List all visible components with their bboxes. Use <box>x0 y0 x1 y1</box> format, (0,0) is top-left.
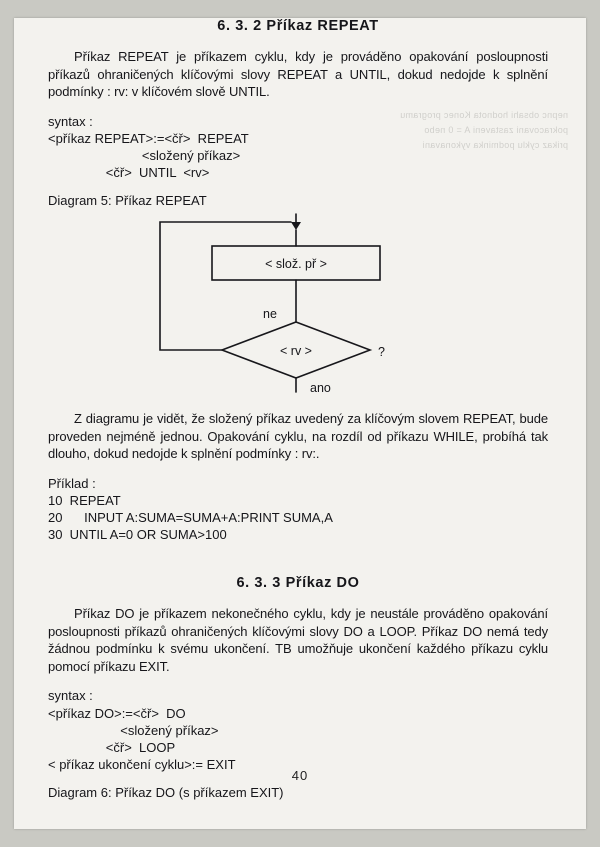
page-number: 40 <box>291 768 309 783</box>
page-content <box>48 18 548 800</box>
syntax-repeat-line-1: <příkaz REPEAT>:=<čř> REPEAT <box>48 131 249 146</box>
syntax-repeat-line-3: <čř> UNTIL <rv> <box>48 165 210 180</box>
example-line-20: 20 INPUT A:SUMA=SUMA+A:PRINT SUMA,A <box>48 510 333 525</box>
syntax-do-line-4: < příkaz ukončení cyklu>:= EXIT <box>48 756 236 772</box>
document-page <box>14 18 586 829</box>
heading-repeat: 6. 3. 2 Příkaz REPEAT <box>217 18 379 34</box>
example-line-30: 30 UNTIL A=0 OR SUMA>100 <box>48 527 227 542</box>
bleed-through-text: nepnc obsahi hodnota Konec programu pokracovani zastaveni A = 0 nebo prikaz cyklu podminka vykonavani <box>399 110 568 150</box>
decision-label: < rv > <box>280 344 312 358</box>
caption-diagram-6: Diagram 6: Příkaz DO (s příkazem EXIT) <box>48 784 284 800</box>
entry-arrowhead <box>291 222 301 230</box>
label-syntax-do: syntax : <box>48 688 93 703</box>
process-label: < slož. př > <box>265 257 327 271</box>
syntax-repeat-line-2: <složený příkaz> <box>48 148 241 163</box>
syntax-do-line-2: <složený příkaz> <box>48 722 219 738</box>
caption-diagram-5: Diagram 5: Příkaz REPEAT <box>48 193 207 208</box>
example-line-10: 10 REPEAT <box>48 493 121 508</box>
edge-label-false: ne <box>263 307 277 321</box>
diagram-5-repeat <box>48 210 548 396</box>
label-example-repeat: Příklad : <box>48 475 96 491</box>
decision-question-mark: ? <box>378 345 385 359</box>
paragraph-repeat-intro: Příkaz REPEAT je příkazem cyklu, kdy je prováděno opakování posloupnosti příkazů ohraničených klíčovými slovy REPEAT a UNTIL, dokud nedojde k splnění podmínky : rv: v klíčovém slově UNTIL. <box>48 49 548 99</box>
diagram-5-svg <box>48 210 548 396</box>
heading-do: 6. 3. 3 Příkaz DO <box>236 575 360 591</box>
label-syntax-repeat: syntax : <box>48 113 93 129</box>
paragraph-do-intro: Příkaz DO je příkazem nekonečného cyklu, kdy je neustále prováděno opakování posloupnosti příkazů ohraničených klíčovými slovy DO a LOOP. Příkaz DO nemá tedy žádnou podmínku k svému ukončení. TB umožňuje ukončení každého příkazu cyklu pomocí příkazu EXIT. <box>48 606 548 674</box>
syntax-do-line-3: <čř> LOOP <box>48 739 176 755</box>
edge-label-true: ano <box>310 381 331 395</box>
paragraph-repeat-after-diagram: Z diagramu je vidět, že složený příkaz uvedený za klíčovým slovem REPEAT, bude proveden nejméně jednou. Opakování cyklu, na rozdíl od příkazu WHILE, probíhá tak dlouho, dokud nedojde k splnění podmínky : rv:. <box>48 411 548 461</box>
syntax-do-line-1: <příkaz DO>:=<čř> DO <box>48 705 186 721</box>
